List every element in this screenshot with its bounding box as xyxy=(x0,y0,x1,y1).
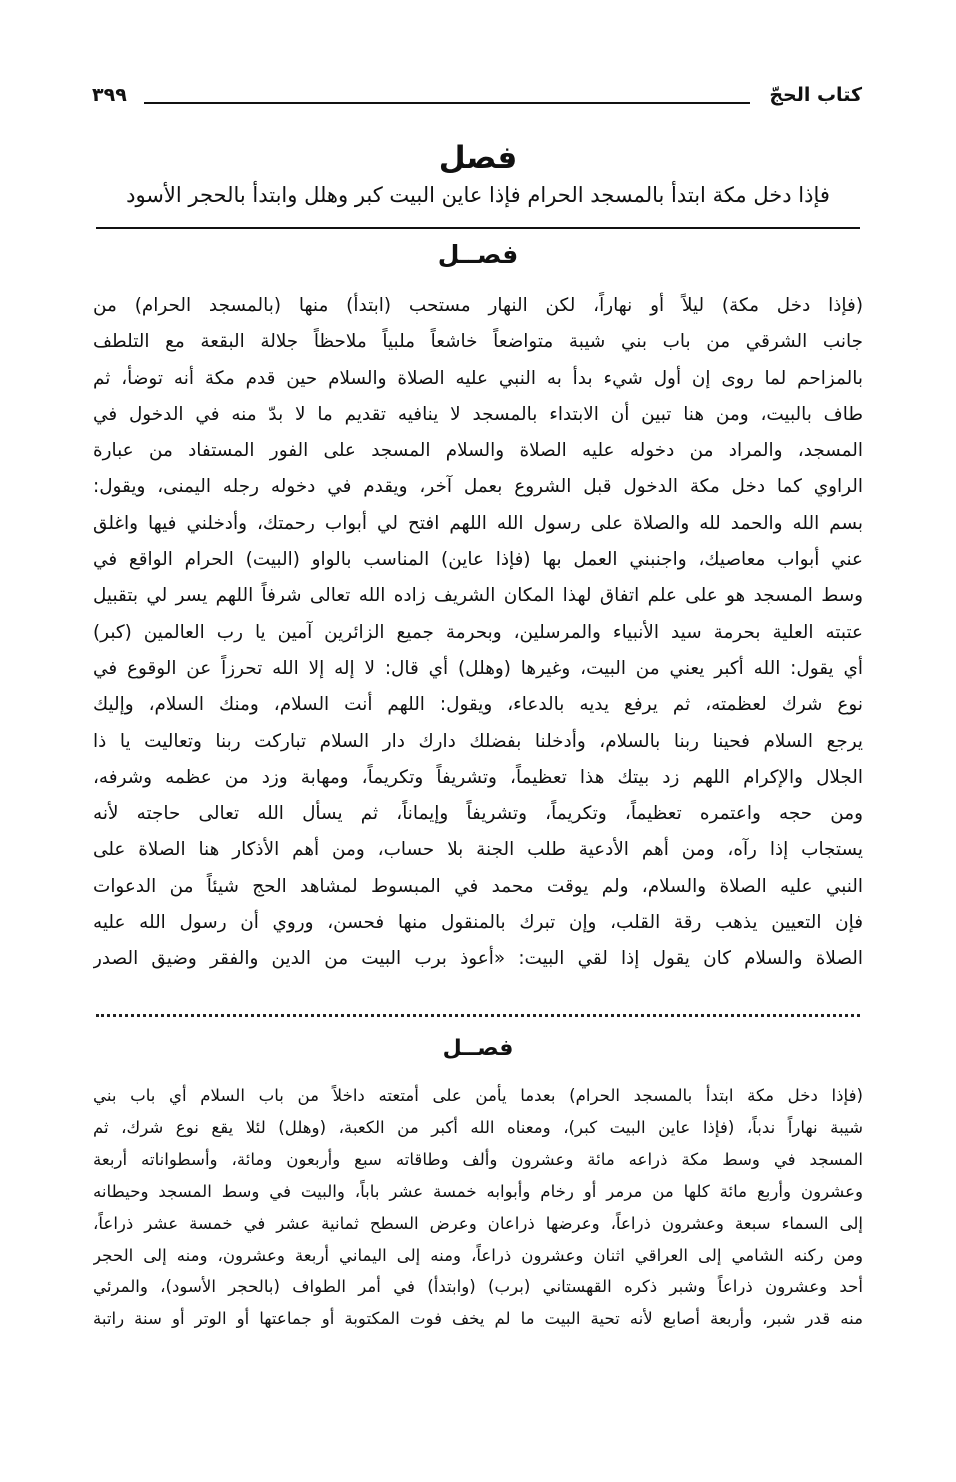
text-line: منه قدر شبر، وأربعة أصابع لأنه تحية البيت ما لم يخف فوت المكتوبة أو جماعتها أو الوتر أو سنة راتبة xyxy=(93,1309,863,1329)
text-line: جانب الشرقي من باب بني شيبة متواضعاً خاشعاً ملبياً ملاحظاً جلالة البقعة مع التلطف xyxy=(93,331,863,353)
text-line: بسم الله والحمد لله والصلاة على رسول الله اللهم افتح لي أبواب رحمتك، وأدخلني فيها واغلق xyxy=(93,512,863,534)
text-line: إلى السماء سبعة وعشرون ذراعاً، وعرضها ذراعان وعرض السطح ثمانية عشر في خمسة عشر ذراعاً، xyxy=(93,1213,863,1233)
text-line: (فإذا دخل مكة) ليلاً أو نهاراً، لكن النهار مستحب (ابتدأ) منها (بالمسجد الحرام) من xyxy=(93,295,863,316)
section1-body xyxy=(93,288,863,978)
section2-heading: فصــل xyxy=(442,1036,514,1061)
running-header xyxy=(92,84,862,118)
text-line: أحد وعشرون ذراعاً وشبر ذكره القهستاني (برب) (وابتدأ) في أمر الطواف (بالحجر الأسود)، والمرئي xyxy=(93,1277,863,1297)
text-line: عني أبواب معاصيك، واجنبني العمل بها (فإذا عاين) المناسب بالواو (البيت) الحرام الواقع في xyxy=(93,549,863,571)
header-title: كتاب الحجّ xyxy=(769,84,862,106)
text-line: عتبته العلية بحرمة سيد الأنبياء والمرسلين، وبحرمة جميع الزائرين آمين يا رب العالمين (كبر) xyxy=(93,621,863,643)
matn-divider xyxy=(96,227,860,229)
text-line: أي يقول: الله أكبر يعني من البيت، وغيرها (وهلل) أي قال: لا إله إلا الله تحرزاً عن الوقوع في xyxy=(93,657,863,679)
text-line: وعشرون وأربع مائة كلها من مرمر أو رخام وأبوابه خمسة عشر باباً، والبيت في وسط المسجد وحيطانه xyxy=(93,1181,863,1201)
text-line: بالمزاحم لما روى إن أول شيء بدأ به النبي عليه الصلاة والسلام حين قدم مكة أنه توضأ، ثم xyxy=(93,367,863,389)
section2-body xyxy=(93,1080,863,1335)
page-number: ٣٩٩ xyxy=(92,84,127,106)
text-line: ومن ركنه الشامي إلى العراقي اثنان وعشرون ذراعاً، ومنه إلى اليماني أربعة وعشرون، ومنه إلى الحجر xyxy=(93,1245,863,1265)
section1-heading: فصــل xyxy=(437,240,519,269)
dotted-divider xyxy=(96,1014,860,1017)
text-line: المسجد، والمراد من دخوله عليه الصلاة والسلام المسجد على الفور المستفاد من عبارة xyxy=(93,440,863,462)
text-line: ومن حجه واعتمره تعظيماً، وتكريماً، وتشريفاً وإيماناً، ثم يسأل الله تعالى حاجته لأنه xyxy=(93,803,863,825)
matn-heading: فصل xyxy=(438,140,518,176)
header-rule xyxy=(144,102,750,104)
text-line: طاف بالبيت، ومن هنا تبين أن الابتداء بالمسجد لا ينافيه تقديم ما لا بدّ منه في الدخول في xyxy=(93,403,863,425)
matn-text: فإذا دخل مكة ابتدأ بالمسجد الحرام فإذا عاين البيت كبر وهلل وابتدأ بالحجر الأسود xyxy=(126,183,830,207)
text-line: يستجاب إذا رآه، ومن أهم الأدعية طلب الجنة بلا حساب، ومن أهم الأذكار هنا الصلاة على xyxy=(93,839,863,861)
text-line: (فإذا دخل مكة ابتدأ بالمسجد الحرام) بعدما يأمن على أمتعته داخلاً من باب السلام أي باب بني xyxy=(93,1086,863,1105)
text-line: فإن التعيين يذهب رقة القلب، وإن تبرك بالمنقول منها فحسن، وروي أن رسول الله عليه xyxy=(93,912,863,934)
text-line: الراوي كما دخل مكة الدخول قبل الشروع بعمل آخر، ويقدم في دخوله رجله اليمنى، ويقول: xyxy=(93,476,863,498)
text-line: الجلال والإكرام اللهم زد بيتك هذا تعظيماً، وتشريفاً وتكريماً، ومهابة وزد من عظمه وشرفه، xyxy=(93,766,863,788)
text-line: المسجد في وسط مكة ذراعه مائة وعشرون وألف وطاقاته سبع وأربعون ومائة، وأسطواناته أربعة xyxy=(93,1149,863,1169)
text-line: الصلاة والسلام كان يقول إذا لقي البيت: «أعوذ برب البيت من الدين والفقر وضيق الصدر xyxy=(93,948,863,970)
text-line: شيبة نهاراً ندباً، (فإذا عاين البيت كبر)، ومعناه الله أكبر من الكعبة، (وهلل) لئلا يقع نوع شرك، ثم xyxy=(93,1117,863,1137)
text-line: نوع شرك لعظمته، ثم يرفع يديه بالدعاء، ويقول: اللهم أنت السلام، ومنك السلام، وإليك xyxy=(93,694,863,716)
text-line: وسط المسجد هو على علم اتفاق لهذا المكان الشريف زاده الله تعالى شرفاً اللهم يسر لي بتقبيل xyxy=(93,585,863,607)
text-line: النبي عليه الصلاة والسلام، ولم يوقت محمد في المبسوط لمشاهد الحج شيئاً من الدعوات xyxy=(93,875,863,897)
text-line: يرجع السلام فحينا ربنا بالسلام، وأدخلنا بفضلك دارك دار السلام تباركت ربنا وتعاليت يا ذا xyxy=(93,730,863,752)
